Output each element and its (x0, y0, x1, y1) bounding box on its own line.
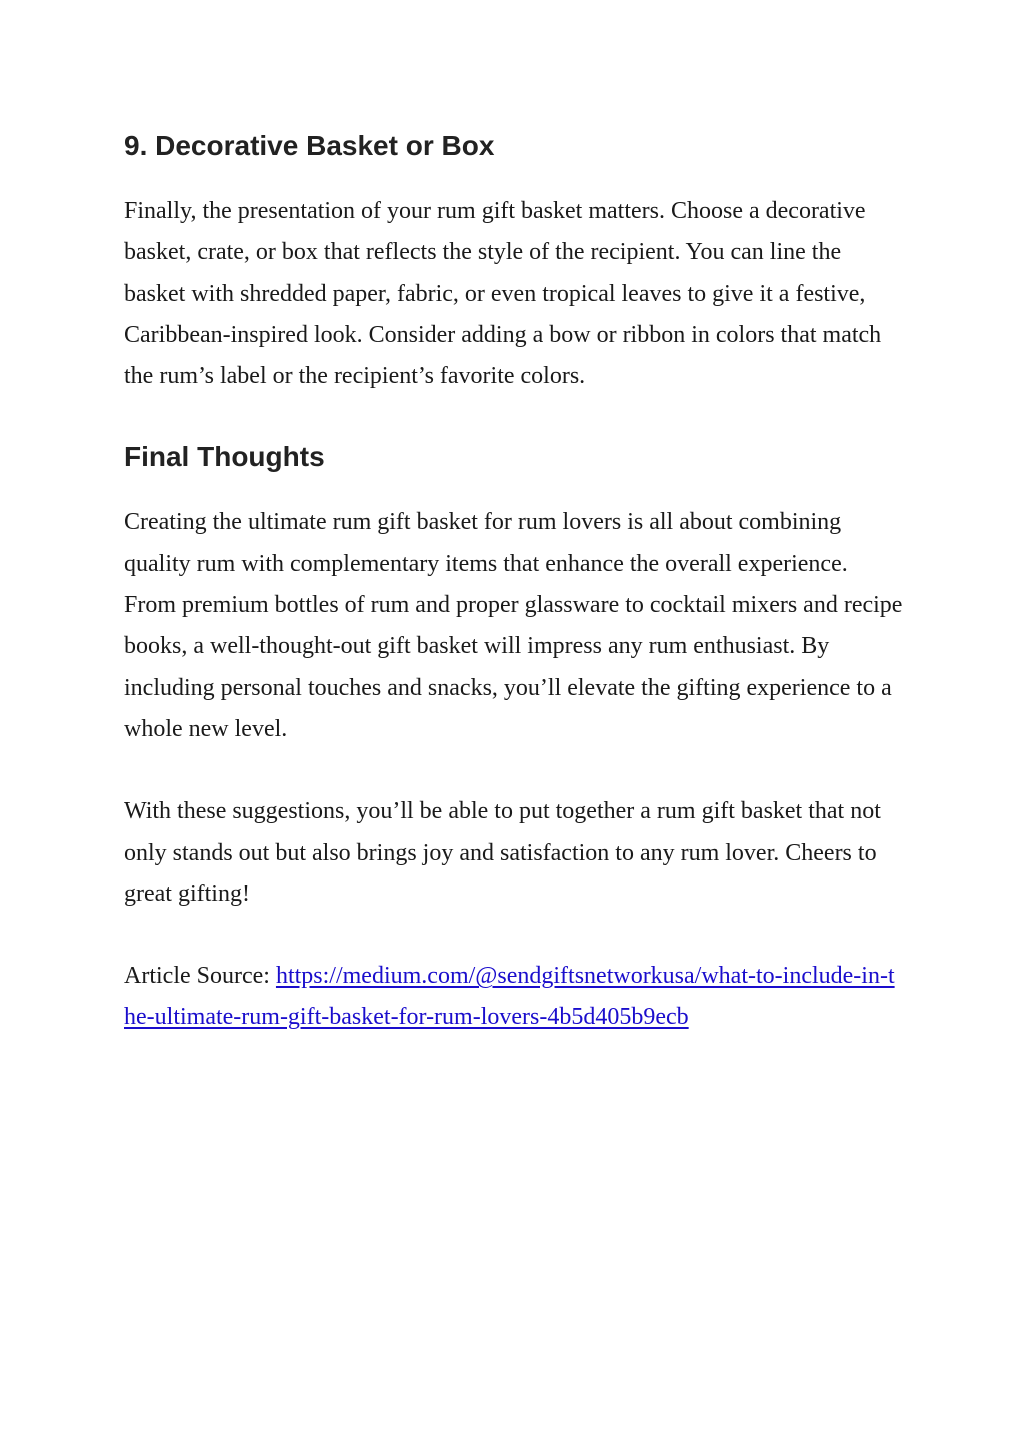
section-heading-final-thoughts: Final Thoughts (124, 441, 325, 473)
article-source-link[interactable]: https://medium.com/@sendgiftsnetworkusa/what-to-include-in-the-ultimate-rum-gift-basket-for-rum-lovers-4b5d405b9ecb (124, 963, 895, 1031)
article-source (124, 956, 904, 1039)
final-thoughts-paragraph-1: Creating the ultimate rum gift basket for rum lovers is all about combining quality rum with complementary items that enhance the overall experience. From premium bottles of rum and proper glassware to cocktail mixers and recipe books, a well-thought-out gift basket will impress any rum enthusiast. By including personal touches and snacks, you’ll elevate the gifting experience to a whole new level. (124, 509, 903, 742)
article-source-label: Article Source: (124, 963, 276, 990)
section-heading-decorative-basket: 9. Decorative Basket or Box (124, 130, 495, 161)
document-page (124, 124, 904, 1039)
decorative-basket-paragraph: Finally, the presentation of your rum gift basket matters. Choose a decorative basket, crate, or box that reflects the style of the recipient. You can line the basket with shredded paper, fabric, or even tropical leaves to give it a festive, Caribbean-inspired look. Consider adding a bow or ribbon in colors that match the rum’s label or the recipient’s favorite colors. (124, 198, 882, 390)
final-thoughts-paragraph-2: With these suggestions, you’ll be able to put together a rum gift basket that not only stands out but also brings joy and satisfaction to any rum lover. Cheers to great gifting! (124, 798, 881, 907)
